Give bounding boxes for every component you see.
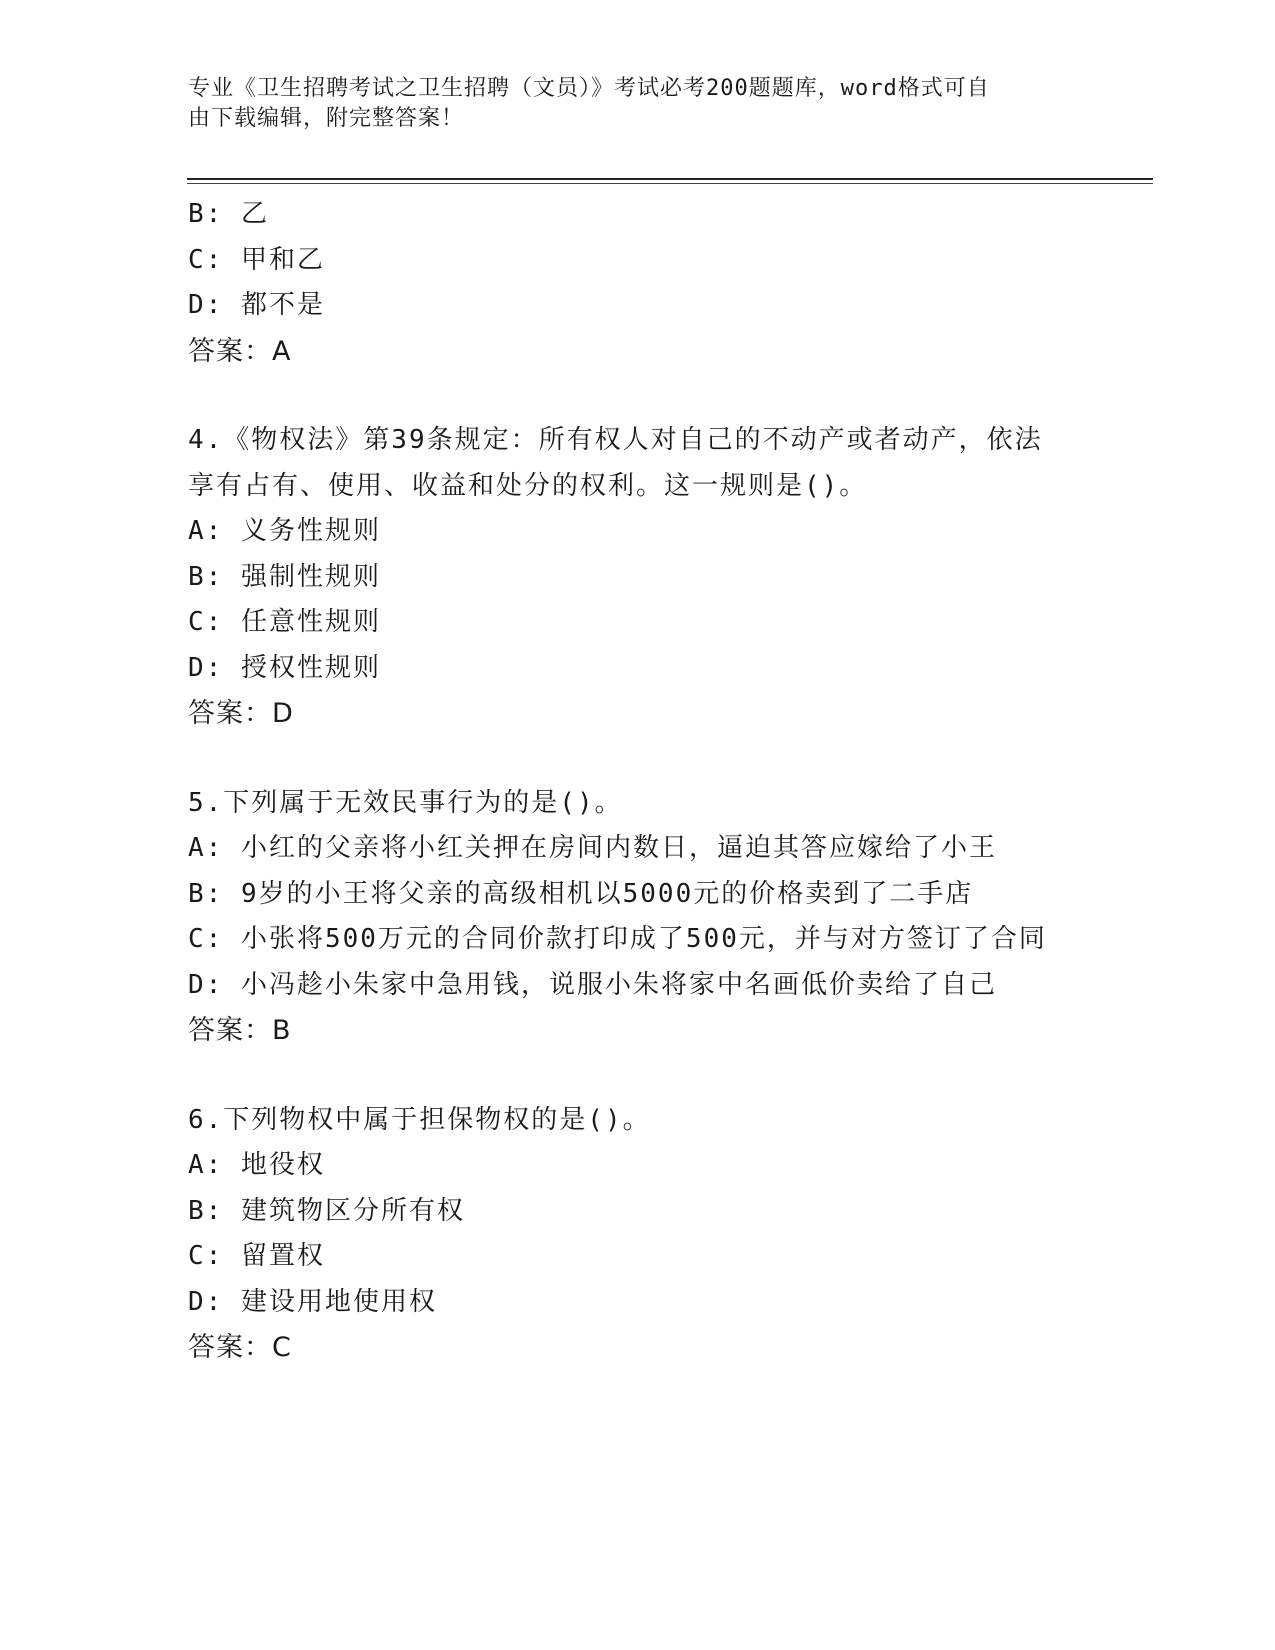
option-c: C: 留置权 — [188, 1241, 325, 1271]
question-list — [188, 192, 1108, 1371]
header-rule-thin — [187, 183, 1153, 184]
question-4 — [188, 418, 1108, 737]
option-c: C: 任意性规则 — [188, 607, 381, 637]
question-title: 4.《物权法》第39条规定：所有权人对自己的不动产或者动产，依法 — [188, 425, 1043, 455]
option-d: D: 都不是 — [188, 290, 325, 320]
option-d: D: 授权性规则 — [188, 652, 381, 683]
option-c: C: 甲和乙 — [188, 244, 325, 275]
option-c: C: 小张将500万元的合同价款打印成了500元，并与对方签订了合同 — [188, 924, 1047, 954]
answer: 答案：B — [188, 1015, 292, 1046]
question-6 — [188, 1098, 1108, 1371]
option-d: D: 建设用地使用权 — [188, 1286, 437, 1317]
document-header — [188, 74, 1068, 134]
option-a: A: 小红的父亲将小红关押在房间内数日，逼迫其答应嫁给了小王 — [188, 833, 997, 863]
question-title: 5.下列属于无效民事行为的是()。 — [188, 787, 623, 818]
question-title-cont: 享有占有、使用、收益和处分的权利。这一规则是()。 — [188, 470, 868, 501]
option-b: B: 9岁的小王将父亲的高级相机以5000元的价格卖到了二手店 — [188, 878, 974, 909]
option-a: A: 地役权 — [188, 1150, 325, 1180]
answer: 答案：A — [188, 335, 292, 367]
question-3-continued — [188, 192, 1108, 374]
option-b: B: 强制性规则 — [188, 561, 381, 592]
header-line-2: 由下载编辑，附完整答案！ — [188, 106, 465, 131]
option-b: B: 建筑物区分所有权 — [188, 1195, 465, 1226]
option-a: A: 义务性规则 — [188, 516, 381, 546]
question-5 — [188, 781, 1108, 1054]
answer: 答案：C — [188, 1332, 292, 1363]
header-rule-thick — [187, 178, 1153, 180]
header-line-1: 专业《卫生招聘考试之卫生招聘（文员）》考试必考200题题库，word格式可自 — [188, 76, 990, 101]
question-title: 6.下列物权中属于担保物权的是()。 — [188, 1104, 651, 1135]
answer: 答案：D — [188, 698, 294, 729]
option-b: B: 乙 — [188, 199, 269, 229]
option-d: D: 小冯趁小朱家中急用钱，说服小朱将家中名画低价卖给了自己 — [188, 969, 997, 1000]
